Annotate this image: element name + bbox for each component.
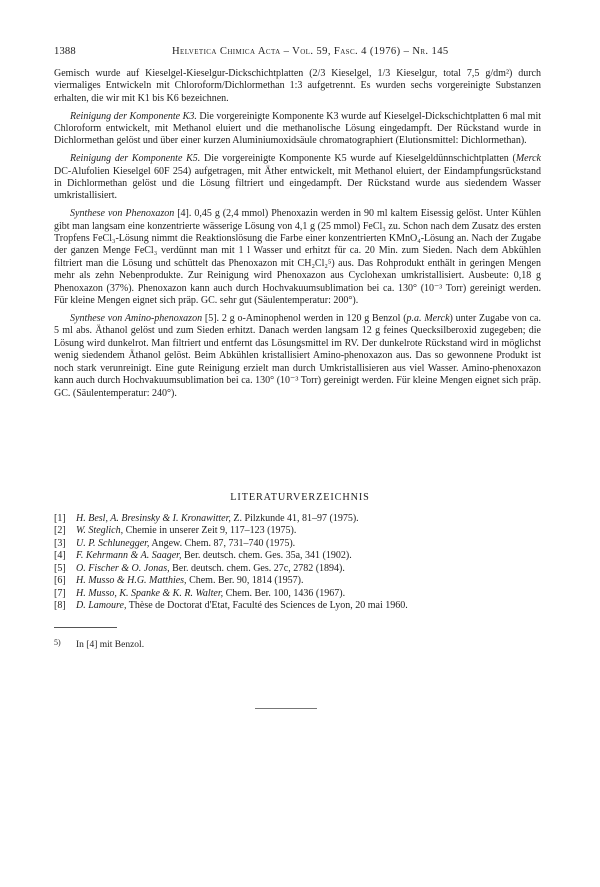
reference-list: [54, 513, 544, 613]
reference-authors: H. Musso, K. Spanke & K. R. Walter,: [76, 587, 224, 599]
reference-source: Ber. deutsch. chem. Ges. 27c, 2782 (1894).: [169, 562, 345, 574]
paragraph-text: [4]. 0,45 g (2,4 mmol) Phenoxazin werden in 90 ml kaltem Eisessig gelöst. Unter Kühlen gibt man langsam eine konzentrierte wässerige Lösung von 4,1 g (25 mmol) FeCl₃ zu. Schon nach dem Zusatz des ersten Tropfens FeCl₃-Lösung nimmt die Reaktionslösung die Farbe einer konzentrierten KMnO₄-Lösung an. Nach der Zugabe der ganzen Menge FeCl₃ verdünnt man mit 1 l Wasser und erhitzt für ca. 20 Min. zum Sieden. Nach dem Abkühlen filtriert man die Lösung und schüttelt das Phenoxazon mit CH₂Cl₂⁵) aus. Das Rohprodukt enthält in geringen Mengen mehr als zehn Nebenprodukte. Zur Reinigung wird Phenoxazon aus Cyclohexan umkristallisiert. Ausbeute: 0,18 g Phenoxazon (37%). Phenoxazon kann auch durch Hochvakuumsublimation bei ca. 130° (10⁻³ Torr) gereinigt werden. Für kleine Mengen eignet sich präp. GC. sehr gut (Säulentemperatur: 200°).: [54, 208, 541, 307]
reference-source: Z. Pilzkunde 41, 81–97 (1975).: [230, 513, 359, 524]
article-body: [54, 68, 541, 405]
reference-item: [54, 588, 544, 600]
reference-authors: O. Fischer & O. Jonas,: [76, 562, 170, 574]
paragraph-text: [5]. 2 g o-Aminophenol werden in 120 g Benzol (: [202, 312, 407, 324]
reference-source: Angew. Chem. 87, 731–740 (1975).: [149, 537, 296, 549]
paragraph-text: Die vorgereinigte Komponente K3 wurde auf Kieselgel-Dickschichtplatten 6 mal mit Chloroform entwickelt, mit Methanol eluiert und die methanolische Lösung eingedampft. Der Rückstand wurde in Dichlormethan gelöst und über einer kurzen Aluminiumoxidsäule chromatographiert (Elutionsmittel: Dichlormethan).: [54, 110, 541, 147]
reference-number: [1]: [54, 513, 66, 524]
paragraph-text: DC-Alufolien Kieselgel 60F 254) aufgetragen, mit Äther entwickelt, mit Methanol eluiert, der Eindampfungsrückstand in Dichlormethan gelöst und die Lösung filtriert und eingedampft. Der Rückstand wurde aus siedendem Wasser umkristallisiert.: [54, 165, 541, 202]
paragraph-purification-k5: [54, 153, 541, 203]
end-of-article-rule: [255, 708, 317, 709]
paragraph-synthesis-phenoxazon: [54, 208, 541, 308]
paragraph-heading: Synthese von Amino-phenoxazon: [70, 312, 203, 324]
reference-authors: H. Musso & H.G. Matthies,: [76, 575, 187, 587]
reference-number: [2]: [54, 525, 66, 537]
reference-source: Chem. Ber. 90, 1814 (1957).: [186, 575, 304, 587]
reference-item: [54, 525, 544, 537]
reference-number: [5]: [54, 562, 66, 574]
paragraph-text: ) unter Zugabe von ca. 5 ml abs. Äthanol gelöst und zum Sieden erhitzt. Danach werden langsam 12 g feines Quecksilberoxid zugegeben; die Lösung wird dunkelrot. Man filtriert und entfernt das Lösungsmittel im RV. Der dunkelrote Rückstand wird in möglichst wenig siedendem Äthanol gelöst. Beim Abkühlen kristallisiert Amino-phenoxazon aus. Das so gewonnene Produkt ist noch stark verunreinigt. Eine gute Reinigung erzielt man durch Umkristallisieren aus viel Wasser. Amino-phenoxazon kann auch durch Hochvakuumsublimation bei ca. 130° (10⁻³ Torr) gereinigt werden. Für kleine Mengen eignet sich präp. GC. (Säulentemperatur: 240°).: [54, 312, 541, 399]
paragraph-heading: Reinigung der Komponente K5.: [70, 153, 201, 165]
paragraph-synthesis-amino-phenoxazon: [54, 313, 541, 400]
paragraph-purification-k3: [54, 111, 541, 148]
supplier-name: p.a. Merck: [406, 312, 450, 324]
footnote-rule: [54, 627, 117, 628]
footnote: [54, 638, 144, 650]
reference-authors: H. Besl, A. Bresinsky & I. Kronawitter,: [76, 513, 231, 524]
footnote-text: In [4] mit Benzol.: [76, 640, 145, 650]
reference-number: [6]: [54, 575, 66, 587]
reference-source: Chem. Ber. 100, 1436 (1967).: [223, 587, 346, 599]
reference-authors: U. P. Schlunegger,: [76, 537, 150, 549]
reference-source: Chemie in unserer Zeit 9, 117–123 (1975).: [123, 525, 297, 537]
reference-item: [54, 563, 544, 575]
reference-item: [54, 550, 544, 562]
reference-number: [3]: [54, 537, 66, 549]
paragraph-heading: Reinigung der Komponente K3.: [70, 110, 197, 122]
page-number: 1388: [54, 46, 76, 57]
references-title: LITERATURVERZEICHNIS: [230, 492, 370, 503]
reference-source: Ber. deutsch. chem. Ges. 35a, 341 (1902).: [181, 550, 352, 562]
supplier-name: Merck: [515, 153, 541, 165]
reference-number: [4]: [54, 550, 66, 562]
footnote-mark: 5): [54, 638, 61, 647]
paragraph-heading: Synthese von Phenoxazon: [70, 208, 175, 220]
reference-authors: W. Steglich,: [76, 525, 124, 537]
reference-source: Thèse de Doctorat d'Etat, Faculté des Sciences de Lyon, 20 mai 1960.: [126, 600, 408, 612]
reference-authors: F. Kehrmann & A. Saager,: [76, 550, 182, 562]
reference-item: [54, 538, 544, 550]
reference-item: [54, 575, 544, 587]
paragraph-text: Die vorgereinigte Komponente K5 wurde auf Kieselgeldünnschichtplatten (: [200, 153, 516, 165]
reference-item: [54, 600, 544, 612]
running-head: Helvetica Chimica Acta – Vol. 59, Fasc. 4 (1976) – Nr. 145: [172, 46, 449, 57]
reference-item: [54, 513, 544, 525]
paragraph-separation: [54, 68, 541, 105]
reference-number: [7]: [54, 587, 66, 599]
reference-number: [8]: [54, 600, 66, 612]
reference-authors: D. Lamoure,: [76, 600, 127, 612]
paragraph-text: Gemisch wurde auf Kieselgel-Kieselgur-Dickschichtplatten (2/3 Kieselgel, 1/3 Kieselgur, total 7,5 g/dm²) durch viermaliges Entwickeln mit Chloroform/Dichlormethan 1:3 aufgetrennt. Es wurden sechs vorgereinigte Substanzen erhalten, die wir mit K1 bis K6 bezeichnen.: [54, 68, 541, 104]
